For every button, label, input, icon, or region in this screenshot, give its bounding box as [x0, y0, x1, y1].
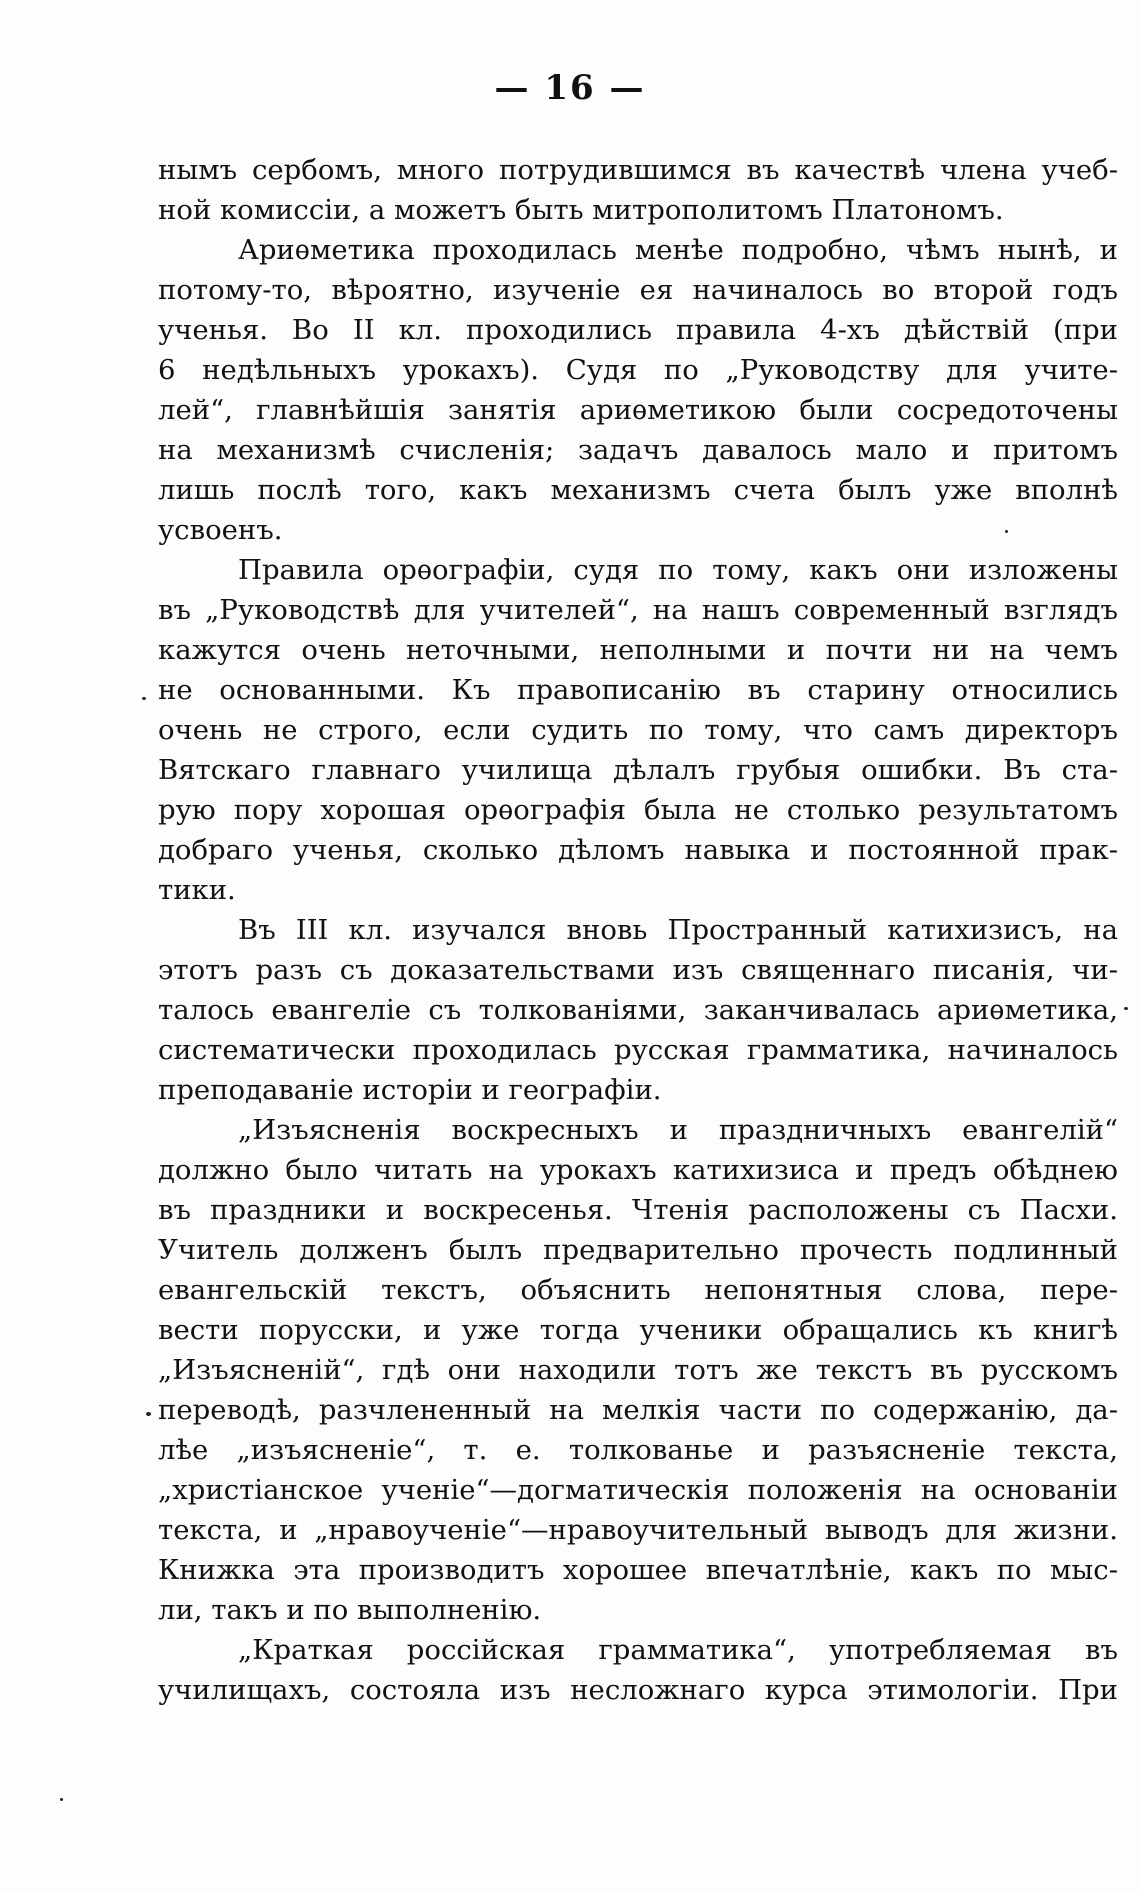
text-line: добраго ученья, сколько дѣломъ навыка и постоянной прак- — [158, 834, 1118, 866]
text-line: на механизмѣ счисленія; задачъ давалось мало и притомъ — [158, 434, 1118, 466]
text-line: очень не строго, если судить по тому, что самъ директоръ — [158, 714, 1118, 746]
text-line: въ „Руководствѣ для учителей“, на нашъ современный взглядъ — [158, 594, 1118, 626]
text-line: „христіанское ученіе“—догматическія положенія на основаніи — [158, 1474, 1118, 1506]
body-text — [158, 150, 1118, 1710]
scan-speck — [1124, 1007, 1128, 1010]
text-line: талось евангеліе съ толкованіями, заканчивалась ариѳметика, — [158, 994, 1118, 1026]
text-line: рую пору хорошая орѳографія была не столько результатомъ — [158, 794, 1118, 826]
text-line: кажутся очень неточными, неполными и почти ни на чемъ — [158, 634, 1118, 666]
text-line: текста, и „нравоученіе“—нравоучительный выводъ для жизни. — [158, 1514, 1118, 1546]
text-line: Въ III кл. изучался вновь Пространный катихизисъ, на — [238, 914, 1118, 946]
text-line: въ праздники и воскресенья. Чтенія расположены съ Пасхи. — [158, 1194, 1118, 1226]
text-line: ученья. Во II кл. проходились правила 4-хъ дѣйствій (при — [158, 314, 1118, 346]
text-line: переводѣ, разчлененный на мелкія части по содержанію, да- — [158, 1394, 1118, 1426]
text-line: лѣе „изъясненіе“, т. е. толкованье и разъясненіе текста, — [158, 1434, 1118, 1466]
text-line: потому-то, вѣроятно, изученіе ея начиналось во второй годъ — [158, 274, 1118, 306]
scan-speck — [142, 697, 146, 700]
text-line: „Изъясненій“, гдѣ они находили тотъ же текстъ въ русскомъ — [158, 1354, 1118, 1386]
page-number: — 16 — — [494, 68, 646, 108]
text-line: ли, такъ и по выполненію. — [158, 1594, 542, 1626]
text-line: Правила орѳографіи, судя по тому, какъ они изложены — [238, 554, 1118, 586]
text-line: Ариѳметика проходилась менѣе подробно, чѣмъ нынѣ, и — [238, 234, 1118, 266]
text-line: евангельскій текстъ, объяснить непонятныя слова, пере- — [158, 1274, 1118, 1306]
text-line: лей“, главнѣйшія занятія ариѳметикою были сосредоточены — [158, 394, 1118, 426]
text-line: 6 недѣльныхъ урокахъ). Судя по „Руководству для учите- — [158, 354, 1118, 386]
text-line: ной комиссіи, а можетъ быть митрополитомъ Платономъ. — [158, 194, 1004, 226]
text-line: вести порусски, и уже тогда ученики обращались къ книгѣ — [158, 1314, 1118, 1346]
text-line: систематически проходилась русская грамматика, начиналось — [158, 1034, 1118, 1066]
text-line: „Изъясненія воскресныхъ и праздничныхъ евангелій“ — [238, 1114, 1118, 1146]
text-line: Учитель долженъ былъ предварительно прочесть подлинный — [158, 1234, 1118, 1266]
text-line: лишь послѣ того, какъ механизмъ счета былъ уже вполнѣ — [158, 474, 1118, 506]
text-line: Книжка эта производитъ хорошее впечатлѣніе, какъ по мыс- — [158, 1554, 1118, 1586]
scan-speck — [146, 1412, 151, 1416]
text-line: преподаваніе исторіи и географіи. — [158, 1074, 662, 1106]
text-line: усвоенъ. — [158, 514, 283, 546]
scan-speck — [1005, 530, 1008, 533]
scan-speck — [60, 1798, 63, 1801]
text-line: этотъ разъ съ доказательствами изъ священнаго писанія, чи- — [158, 954, 1118, 986]
text-line: Вятскаго главнаго училища дѣлалъ грубыя ошибки. Въ ста- — [158, 754, 1118, 786]
text-line: должно было читать на урокахъ катихизиса и предъ обѣднею — [158, 1154, 1118, 1186]
text-line: тики. — [158, 874, 236, 906]
text-line: нымъ сербомъ, много потрудившимся въ качествѣ члена учеб- — [158, 154, 1118, 186]
text-line: „Краткая россійская грамматика“, употребляемая въ — [238, 1634, 1118, 1666]
text-line: не основанными. Къ правописанію въ старину относились — [158, 674, 1118, 706]
text-line: училищахъ, состояла изъ несложнаго курса этимологіи. При — [158, 1674, 1118, 1706]
